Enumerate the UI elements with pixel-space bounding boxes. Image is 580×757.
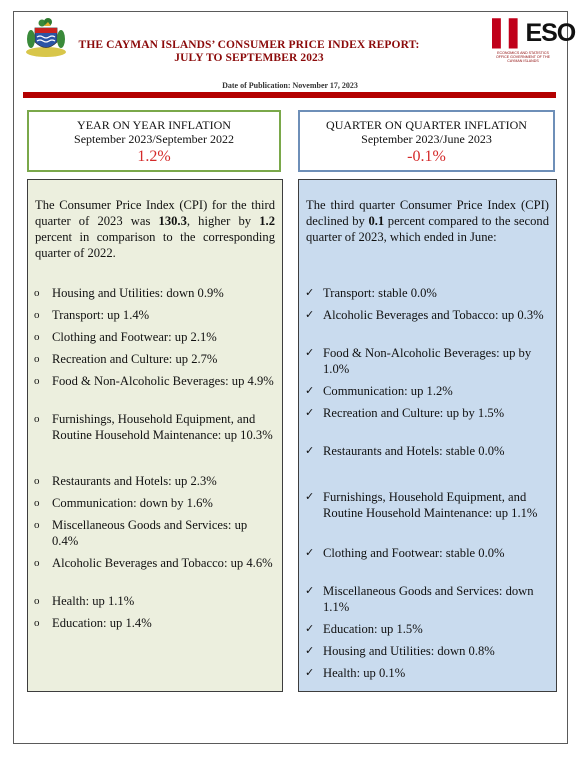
list-item [34,329,276,345]
list-item-text: Recreation and Culture: up by 1.5% [323,406,505,420]
yoy-intro-text: , higher by [186,214,260,228]
list-item-text: Recreation and Culture: up 2.7% [52,352,218,366]
list-item [305,405,550,421]
checkmark-icon: ✓ [305,623,315,635]
list-item-text: Health: up 0.1% [323,666,406,680]
list-item-text: Communication: down by 1.6% [52,496,213,510]
yoy-value: 1.2% [137,148,171,165]
bullet-circle-icon: o [34,475,40,487]
bullet-circle-icon: o [34,497,40,509]
list-item [34,495,276,511]
list-item-text: Clothing and Footwear: up 2.1% [52,330,217,344]
bullet-circle-icon: o [34,413,40,425]
list-item-text: Transport: stable 0.0% [323,286,437,300]
list-item-text: Alcoholic Beverages and Tobacco: up 4.6% [52,556,273,570]
bullet-circle-icon: o [34,287,40,299]
qoq-intro [306,197,549,245]
list-item [34,593,276,609]
yoy-intro-percent: 1.2 [259,214,275,228]
list-item-text: Housing and Utilities: down 0.8% [323,644,495,658]
checkmark-icon: ✓ [305,347,315,359]
yoy-intro-text: The Consumer Price Index (CPI) for the third quarter of 2023 was [35,198,275,228]
yoy-period: September 2023/September 2022 [74,132,234,146]
list-item [305,383,550,399]
list-item [34,307,276,323]
bullet-circle-icon: o [34,519,40,531]
yoy-heading: YEAR ON YEAR INFLATION [77,118,231,132]
list-item-text: Furnishings, Household Equipment, and Routine Household Maintenance: up 10.3% [52,412,273,442]
cayman-coat-of-arms-icon [24,17,68,59]
checkmark-icon: ✓ [305,585,315,597]
list-item [305,643,550,659]
checkmark-icon: ✓ [305,385,315,397]
yoy-intro-text: percent in comparison to the corresponding quarter of 2022. [35,230,275,260]
bullet-circle-icon: o [34,617,40,629]
eso-logo [492,18,576,64]
qoq-intro-text: percent compared to the second quarter of 2023, which ended in June: [306,214,549,244]
yoy-panel [27,179,283,692]
report-title-line1: THE CAYMAN ISLANDS’ CONSUMER PRICE INDEX REPORT: [78,39,420,51]
checkmark-icon: ✓ [305,491,315,503]
bullet-circle-icon: o [34,353,40,365]
list-item-text: Furnishings, Household Equipment, and Routine Household Maintenance: up 1.1% [323,490,538,520]
list-item-text: Restaurants and Hotels: up 2.3% [52,474,217,488]
list-item [305,285,550,301]
bullet-circle-icon: o [34,375,40,387]
list-item-text: Education: up 1.5% [323,622,423,636]
checkmark-icon: ✓ [305,645,315,657]
report-title [70,39,428,65]
bullet-circle-icon: o [34,557,40,569]
checkmark-icon: ✓ [305,407,315,419]
publication-date: Date of Publication: November 17, 2023 [222,81,358,90]
checkmark-icon: ✓ [305,309,315,321]
qoq-period: September 2023/June 2023 [361,132,492,146]
list-item-text: Clothing and Footwear: stable 0.0% [323,546,505,560]
list-item [34,473,276,489]
list-item-text: Health: up 1.1% [52,594,135,608]
qoq-value: -0.1% [407,148,446,165]
checkmark-icon: ✓ [305,287,315,299]
eso-bars-icon: ▌▌ [492,19,526,47]
list-item-text: Transport: up 1.4% [52,308,150,322]
report-title-line2: JULY TO SEPTEMBER 2023 [174,52,324,64]
list-item-text: Miscellaneous Goods and Services: up 0.4% [52,518,248,548]
list-item-text: Miscellaneous Goods and Services: down 1.1% [323,584,534,614]
checkmark-icon: ✓ [305,667,315,679]
list-item-text: Communication: up 1.2% [323,384,453,398]
list-item [305,345,550,377]
list-item [34,351,276,367]
checkmark-icon: ✓ [305,547,315,559]
list-item-text: Restaurants and Hotels: stable 0.0% [323,444,505,458]
qoq-panel [298,179,557,692]
list-item-text: Alcoholic Beverages and Tobacco: up 0.3% [323,308,544,322]
yoy-intro [35,197,275,261]
qoq-header-box [298,110,555,172]
header-divider-bar [23,92,556,98]
list-item [305,307,550,323]
bullet-circle-icon: o [34,309,40,321]
yoy-intro-cpi-value: 130.3 [158,214,187,228]
list-item-text: Education: up 1.4% [52,616,152,630]
yoy-header-box [27,110,281,172]
list-item [34,555,276,571]
list-item [34,615,276,631]
list-item [34,285,276,301]
list-item-text: Housing and Utilities: down 0.9% [52,286,224,300]
list-item [305,665,550,681]
list-item [305,443,550,459]
list-item [305,545,550,561]
checkmark-icon: ✓ [305,445,315,457]
list-item [305,621,550,637]
qoq-intro-percent: 0.1 [368,214,385,228]
eso-logo-text: ESO [525,19,576,47]
list-item [305,489,550,521]
eso-logo-subtitle: ECONOMICS AND STATISTICS OFFICE GOVERNMENT OF THE CAYMAN ISLANDS [496,51,550,63]
list-item-text: Food & Non-Alcoholic Beverages: up by 1.0% [323,346,532,376]
list-item [34,517,276,549]
list-item-text: Food & Non-Alcoholic Beverages: up 4.9% [52,374,274,388]
list-item [305,583,550,615]
qoq-intro-text: The third quarter Consumer Price Index (CPI) declined by [306,198,549,228]
bullet-circle-icon: o [34,331,40,343]
qoq-heading: QUARTER ON QUARTER INFLATION [326,118,527,132]
list-item [34,411,276,443]
list-item [34,373,276,389]
bullet-circle-icon: o [34,595,40,607]
